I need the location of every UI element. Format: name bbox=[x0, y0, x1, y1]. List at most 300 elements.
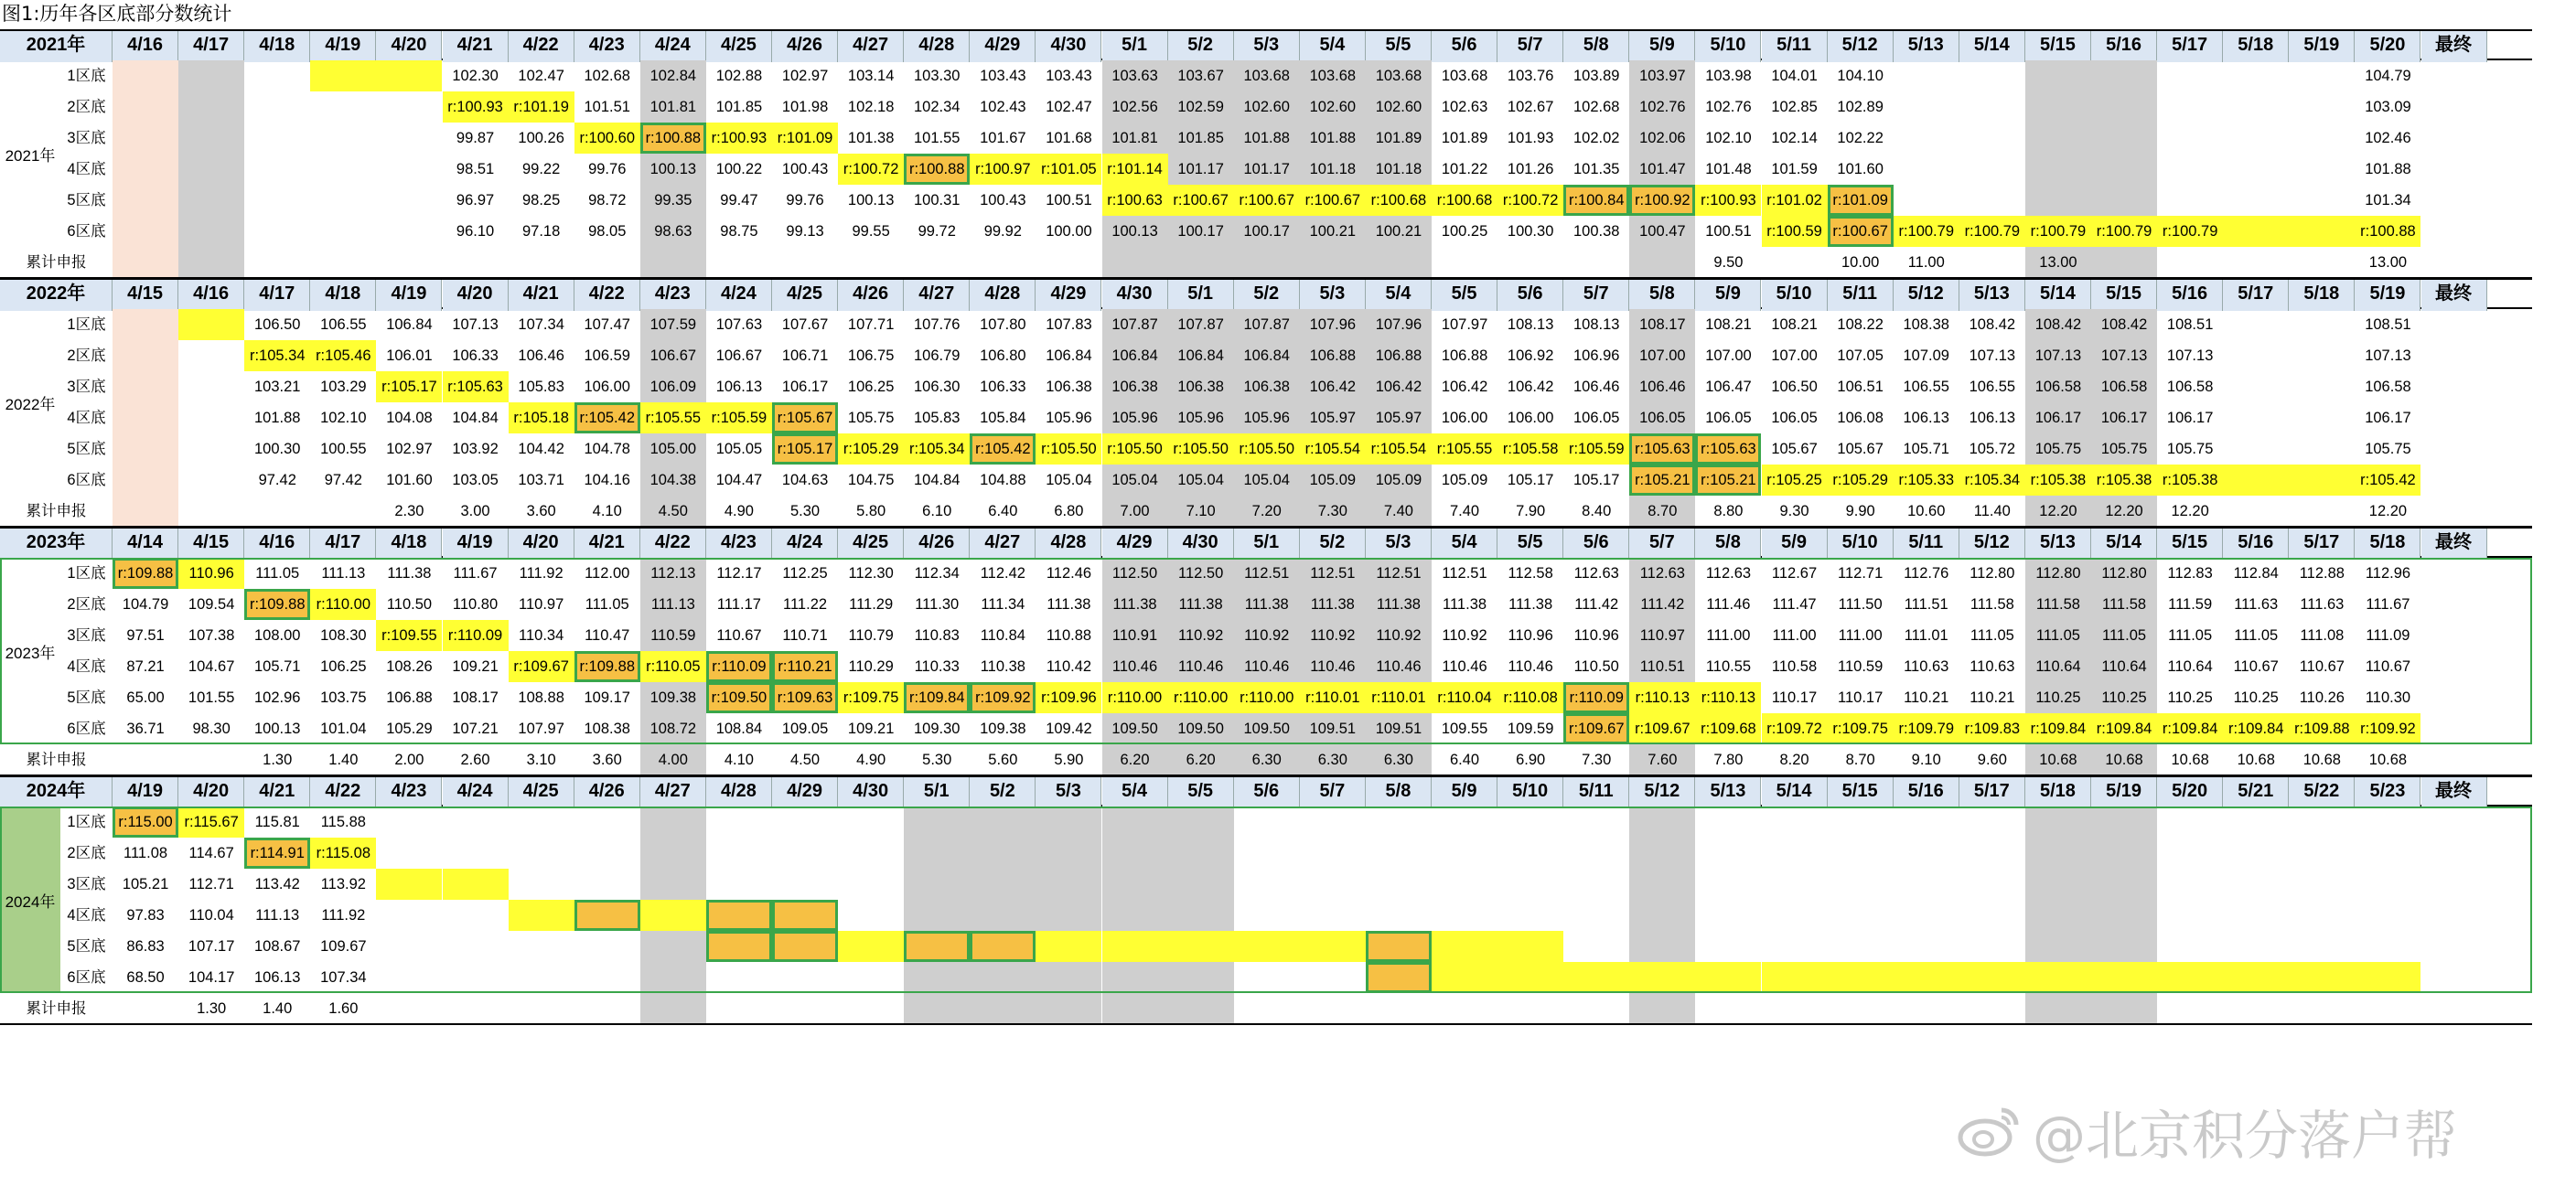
score-cell: 107.09 bbox=[1903, 347, 1949, 364]
score-cell: 105.71 bbox=[254, 658, 301, 675]
score-cell: 102.60 bbox=[1234, 91, 1300, 123]
score-cell: 9.30 bbox=[1779, 503, 1809, 519]
score-cell: 100.43 bbox=[781, 161, 829, 177]
score-cell: 112.71 bbox=[188, 876, 234, 892]
score-cell: 102.67 bbox=[1507, 99, 1554, 115]
score-cell: 12.20 bbox=[2171, 503, 2209, 519]
final-value-cell: 13.00 bbox=[2368, 254, 2408, 271]
score-cell bbox=[1629, 931, 1695, 962]
score-cell: 10.00 bbox=[1841, 254, 1880, 271]
score-cell: 109.30 bbox=[914, 721, 961, 737]
date-header: 5/13 bbox=[1959, 280, 2025, 311]
score-cell: 111.38 bbox=[1300, 589, 1366, 620]
score-cell bbox=[443, 838, 509, 869]
date-header: 5/14 bbox=[1762, 777, 1828, 808]
score-cell bbox=[1432, 993, 1497, 1024]
score-cell bbox=[178, 371, 244, 402]
score-cell: 108.88 bbox=[518, 689, 564, 706]
score-cell: 101.51 bbox=[584, 99, 630, 115]
score-cell: 107.34 bbox=[320, 969, 367, 986]
score-cell: 99.55 bbox=[852, 223, 890, 240]
score-cell: 111.59 bbox=[2168, 596, 2213, 613]
score-cell: r:105.54 bbox=[1366, 433, 1432, 465]
date-header: 5/4 bbox=[1366, 280, 1432, 311]
date-header: 4/23 bbox=[640, 280, 706, 311]
date-header: 4/27 bbox=[970, 529, 1036, 560]
score-cell: 11.40 bbox=[1973, 503, 2011, 519]
date-header: 最终 bbox=[2421, 529, 2487, 560]
score-cell: 106.46 bbox=[518, 347, 564, 364]
score-cell bbox=[1959, 807, 2025, 838]
score-cell: r:105.46 bbox=[310, 340, 376, 371]
date-header: 4/22 bbox=[509, 31, 574, 62]
score-cell bbox=[2091, 123, 2157, 154]
score-cell: 103.67 bbox=[1168, 60, 1234, 91]
score-cell: 65.00 bbox=[126, 689, 165, 706]
score-cell: 111.05 bbox=[1970, 627, 2014, 644]
score-cell: 107.76 bbox=[914, 316, 961, 333]
score-cell: 110.50 bbox=[1573, 658, 1619, 675]
score-cell: 102.56 bbox=[1102, 91, 1168, 123]
score-cell: 110.71 bbox=[782, 627, 828, 644]
score-cell: 103.68 bbox=[1366, 60, 1432, 91]
score-cell: 111.63 bbox=[2234, 596, 2279, 613]
score-cell: 102.97 bbox=[781, 68, 829, 84]
score-cell: 106.84 bbox=[1168, 340, 1234, 371]
district-row bbox=[0, 465, 2532, 496]
score-cell bbox=[2091, 931, 2157, 962]
final-value-cell: 110.67 bbox=[2365, 658, 2411, 675]
score-cell: 109.51 bbox=[1300, 713, 1366, 744]
score-cell: r:109.84 bbox=[2157, 713, 2223, 744]
score-cell bbox=[376, 216, 442, 247]
score-cell bbox=[509, 931, 574, 962]
score-cell: 106.58 bbox=[2025, 371, 2091, 402]
score-cell: r:105.50 bbox=[1234, 433, 1300, 465]
score-cell: 101.18 bbox=[1366, 154, 1432, 185]
score-cell: 110.42 bbox=[1046, 658, 1092, 675]
score-cell: 103.92 bbox=[452, 441, 499, 457]
score-cell: 97.42 bbox=[324, 472, 362, 488]
score-cell bbox=[2223, 340, 2289, 371]
score-cell: 6.20 bbox=[1168, 744, 1234, 775]
score-cell bbox=[443, 931, 509, 962]
date-header: 4/22 bbox=[640, 529, 706, 560]
date-header: 5/12 bbox=[1959, 529, 2025, 560]
score-cell bbox=[2289, 807, 2355, 838]
score-cell bbox=[376, 869, 442, 900]
score-cell: 106.80 bbox=[980, 347, 1026, 364]
district-row bbox=[0, 651, 2532, 682]
final-value-cell bbox=[2355, 962, 2420, 993]
score-cell bbox=[2025, 807, 2091, 838]
score-cell: r:110.09 bbox=[706, 651, 772, 682]
score-cell: 110.47 bbox=[585, 627, 630, 644]
score-cell: 102.88 bbox=[715, 68, 763, 84]
district-label: 3区底 bbox=[67, 627, 106, 644]
score-cell bbox=[574, 993, 640, 1024]
score-cell: 100.43 bbox=[980, 192, 1026, 208]
year-header-row bbox=[0, 29, 2532, 60]
date-header: 5/17 bbox=[2223, 280, 2289, 311]
score-cell: 106.00 bbox=[584, 379, 630, 395]
score-cell bbox=[1563, 962, 1629, 993]
score-cell: r:109.84 bbox=[2091, 713, 2157, 744]
score-cell bbox=[113, 433, 178, 465]
score-cell bbox=[772, 247, 838, 278]
date-header: 5/6 bbox=[1234, 777, 1300, 808]
score-cell bbox=[2091, 838, 2157, 869]
score-cell bbox=[1234, 900, 1300, 931]
score-cell bbox=[2091, 993, 2157, 1024]
score-cell bbox=[1234, 247, 1300, 278]
score-cell: 112.80 bbox=[2091, 558, 2157, 589]
score-cell: 99.35 bbox=[640, 185, 706, 216]
score-cell: 6.40 bbox=[988, 503, 1018, 519]
score-cell bbox=[1497, 869, 1563, 900]
score-cell: r:105.29 bbox=[1828, 465, 1894, 496]
score-cell bbox=[2223, 496, 2289, 527]
score-cell: 103.63 bbox=[1102, 60, 1168, 91]
score-cell: 107.38 bbox=[188, 627, 235, 644]
score-cell: 110.46 bbox=[1300, 651, 1366, 682]
date-header: 5/8 bbox=[1695, 529, 1761, 560]
score-cell bbox=[1497, 962, 1563, 993]
score-cell: 3.10 bbox=[526, 752, 556, 768]
score-cell: r:100.63 bbox=[1102, 185, 1168, 216]
score-cell: 101.88 bbox=[1234, 123, 1300, 154]
score-cell: 106.84 bbox=[386, 316, 433, 333]
score-cell bbox=[1894, 838, 1959, 869]
score-cell: 100.25 bbox=[1441, 223, 1488, 240]
score-cell bbox=[1497, 807, 1563, 838]
date-header: 4/26 bbox=[838, 280, 904, 311]
score-cell: 10.68 bbox=[2237, 752, 2275, 768]
score-cell: r:110.00 bbox=[1168, 682, 1234, 713]
score-cell bbox=[1894, 123, 1959, 154]
score-cell: 103.30 bbox=[914, 68, 961, 84]
district-row bbox=[0, 123, 2532, 154]
score-cell: 112.83 bbox=[2167, 565, 2213, 582]
score-cell: 105.04 bbox=[1234, 465, 1300, 496]
final-value-cell: 108.51 bbox=[2365, 316, 2411, 333]
date-header: 5/8 bbox=[1629, 280, 1695, 311]
score-cell: 110.92 bbox=[1442, 627, 1487, 644]
score-cell bbox=[1102, 807, 1168, 838]
date-header: 4/28 bbox=[904, 31, 970, 62]
date-header: 5/8 bbox=[1366, 777, 1432, 808]
score-cell: 109.42 bbox=[1046, 721, 1092, 737]
score-cell bbox=[640, 993, 706, 1024]
date-header: 5/18 bbox=[2223, 31, 2289, 62]
score-cell: 101.38 bbox=[847, 130, 895, 146]
date-header: 5/9 bbox=[1629, 31, 1695, 62]
score-cell bbox=[2157, 60, 2223, 91]
score-cell: 99.92 bbox=[983, 223, 1022, 240]
score-cell: 110.25 bbox=[2233, 689, 2279, 706]
date-header: 4/20 bbox=[376, 31, 442, 62]
date-header: 5/2 bbox=[970, 777, 1036, 808]
score-cell: 101.68 bbox=[1046, 130, 1092, 146]
date-header: 5/11 bbox=[1894, 529, 1959, 560]
score-cell bbox=[1102, 993, 1168, 1024]
district-row bbox=[0, 91, 2532, 123]
date-header: 5/20 bbox=[2355, 31, 2420, 62]
district-label: 4区底 bbox=[67, 658, 106, 675]
score-cell bbox=[2223, 931, 2289, 962]
score-cell bbox=[640, 931, 706, 962]
score-cell bbox=[1894, 91, 1959, 123]
score-cell: r:110.00 bbox=[310, 589, 376, 620]
score-cell bbox=[376, 900, 442, 931]
score-cell bbox=[113, 340, 178, 371]
score-cell: 106.17 bbox=[2166, 410, 2214, 426]
score-cell: 110.46 bbox=[1366, 651, 1432, 682]
score-cell: 111.05 bbox=[2025, 620, 2091, 651]
district-label: 3区底 bbox=[67, 379, 106, 395]
score-cell: 110.46 bbox=[1442, 658, 1487, 675]
score-cell: r:105.55 bbox=[1432, 433, 1497, 465]
score-cell: 106.55 bbox=[1969, 379, 2016, 395]
district-row bbox=[0, 869, 2532, 900]
score-cell: 111.13 bbox=[255, 907, 300, 924]
score-cell: 111.08 bbox=[2300, 627, 2345, 644]
score-cell: 101.60 bbox=[1837, 161, 1884, 177]
score-cell: 10.68 bbox=[2025, 744, 2091, 775]
score-cell: 99.76 bbox=[786, 192, 824, 208]
score-cell: 100.13 bbox=[1102, 216, 1168, 247]
date-header: 5/7 bbox=[1300, 777, 1366, 808]
score-cell: 7.90 bbox=[1516, 503, 1546, 519]
score-cell bbox=[1563, 838, 1629, 869]
score-cell bbox=[2091, 60, 2157, 91]
score-cell: 100.21 bbox=[1300, 216, 1366, 247]
score-cell: 107.87 bbox=[1102, 309, 1168, 340]
score-cell: 108.30 bbox=[320, 627, 367, 644]
score-cell: r:110.21 bbox=[772, 651, 838, 682]
score-cell: 101.04 bbox=[320, 721, 367, 737]
score-cell: 106.67 bbox=[640, 340, 706, 371]
score-cell bbox=[1828, 838, 1894, 869]
score-cell: 106.84 bbox=[1234, 340, 1300, 371]
score-cell bbox=[838, 869, 904, 900]
score-cell: 106.33 bbox=[980, 379, 1026, 395]
score-cell bbox=[1894, 993, 1959, 1024]
score-cell: r:109.68 bbox=[1695, 713, 1761, 744]
score-cell: 115.88 bbox=[320, 814, 366, 830]
date-header: 4/17 bbox=[178, 31, 244, 62]
score-cell bbox=[376, 962, 442, 993]
score-cell: r:101.09 bbox=[1828, 185, 1894, 216]
score-cell: 112.13 bbox=[640, 558, 706, 589]
score-cell bbox=[1762, 247, 1828, 278]
score-cell: 106.92 bbox=[1507, 347, 1554, 364]
date-header: 5/10 bbox=[1762, 280, 1828, 311]
score-cell: 107.83 bbox=[1046, 316, 1092, 333]
score-cell: r:105.63 bbox=[1629, 433, 1695, 465]
score-cell: 7.30 bbox=[1582, 752, 1612, 768]
score-cell: 101.60 bbox=[386, 472, 433, 488]
score-cell: 110.67 bbox=[2233, 658, 2279, 675]
score-cell: 3.60 bbox=[592, 752, 622, 768]
score-cell bbox=[113, 496, 178, 527]
score-cell: 109.21 bbox=[847, 721, 895, 737]
score-cell bbox=[1894, 931, 1959, 962]
final-value-cell bbox=[2355, 993, 2420, 1024]
date-header: 4/20 bbox=[509, 529, 574, 560]
date-header: 4/15 bbox=[113, 280, 178, 311]
score-cell: 105.71 bbox=[1903, 441, 1949, 457]
score-cell bbox=[1629, 900, 1695, 931]
date-header: 5/15 bbox=[2091, 280, 2157, 311]
score-cell bbox=[574, 807, 640, 838]
date-header: 5/5 bbox=[1168, 777, 1234, 808]
district-label: 5区底 bbox=[67, 192, 106, 208]
score-cell: r:115.00 bbox=[113, 807, 178, 838]
score-cell: 102.22 bbox=[1837, 130, 1884, 146]
score-cell: 109.50 bbox=[1168, 713, 1234, 744]
score-cell: 107.96 bbox=[1366, 309, 1432, 340]
cumulative-row bbox=[0, 744, 2532, 775]
score-cell: 1.40 bbox=[328, 752, 359, 768]
score-cell: 5.90 bbox=[1054, 752, 1084, 768]
score-cell: 105.09 bbox=[1441, 472, 1488, 488]
year-header-row bbox=[0, 775, 2532, 807]
score-cell bbox=[113, 91, 178, 123]
score-cell: 68.50 bbox=[126, 969, 165, 986]
score-cell: r:109.55 bbox=[376, 620, 442, 651]
score-cell: 103.71 bbox=[518, 472, 564, 488]
score-cell: 101.22 bbox=[1441, 161, 1488, 177]
score-cell: r:105.54 bbox=[1300, 433, 1366, 465]
score-cell bbox=[1300, 900, 1366, 931]
score-cell bbox=[1828, 807, 1894, 838]
score-cell bbox=[244, 91, 310, 123]
score-cell: 102.14 bbox=[1771, 130, 1818, 146]
score-cell bbox=[1366, 962, 1432, 993]
score-cell: r:101.05 bbox=[1036, 154, 1101, 185]
score-cell bbox=[1762, 993, 1828, 1024]
score-cell: 109.50 bbox=[1102, 713, 1168, 744]
score-cell: 97.18 bbox=[521, 223, 561, 240]
district-row bbox=[0, 931, 2532, 962]
district-label: 6区底 bbox=[67, 472, 106, 488]
score-cell: 5.30 bbox=[922, 752, 952, 768]
score-cell bbox=[904, 247, 970, 278]
score-cell bbox=[2025, 931, 2091, 962]
date-header: 5/11 bbox=[1563, 777, 1629, 808]
date-header: 4/29 bbox=[970, 31, 1036, 62]
score-cell: r:100.79 bbox=[2025, 216, 2091, 247]
score-cell: 100.17 bbox=[1234, 216, 1300, 247]
score-cell: 102.89 bbox=[1837, 99, 1884, 115]
score-cell: r:109.67 bbox=[1629, 713, 1695, 744]
score-cell: 7.40 bbox=[1449, 503, 1480, 519]
score-cell: 1.30 bbox=[263, 752, 293, 768]
score-cell bbox=[970, 962, 1036, 993]
final-value-cell: 105.75 bbox=[2365, 441, 2411, 457]
score-cell: 104.01 bbox=[1771, 68, 1818, 84]
score-cell: 112.80 bbox=[1970, 565, 2015, 582]
score-cell bbox=[1894, 807, 1959, 838]
score-cell bbox=[1300, 962, 1366, 993]
score-cell bbox=[1629, 962, 1695, 993]
score-cell bbox=[178, 60, 244, 91]
score-cell: 102.02 bbox=[1573, 130, 1620, 146]
score-cell: r:105.55 bbox=[640, 402, 706, 433]
score-cell bbox=[2223, 91, 2289, 123]
score-cell bbox=[113, 465, 178, 496]
score-cell: 110.64 bbox=[2091, 651, 2157, 682]
score-cell: 86.83 bbox=[126, 938, 165, 955]
score-cell: 103.43 bbox=[1046, 68, 1092, 84]
date-header: 4/20 bbox=[178, 777, 244, 808]
score-cell: 102.10 bbox=[1705, 130, 1752, 146]
score-cell: 104.84 bbox=[914, 472, 961, 488]
score-cell: 107.00 bbox=[1629, 340, 1695, 371]
score-cell bbox=[113, 185, 178, 216]
score-cell: 109.50 bbox=[1234, 713, 1300, 744]
score-cell bbox=[2025, 60, 2091, 91]
score-cell: 108.84 bbox=[715, 721, 763, 737]
score-cell bbox=[1695, 931, 1761, 962]
score-cell bbox=[2157, 185, 2223, 216]
score-cell: r:100.93 bbox=[1695, 185, 1761, 216]
score-cell: 5.30 bbox=[789, 503, 821, 519]
score-cell: 102.97 bbox=[386, 441, 433, 457]
score-cell: 105.96 bbox=[1234, 402, 1300, 433]
score-cell bbox=[574, 931, 640, 962]
score-cell bbox=[838, 962, 904, 993]
score-cell: 106.01 bbox=[386, 347, 433, 364]
date-header: 4/23 bbox=[706, 529, 772, 560]
score-cell: 112.25 bbox=[782, 565, 828, 582]
district-row bbox=[0, 589, 2532, 620]
date-header: 5/5 bbox=[1497, 529, 1563, 560]
score-cell: r:105.50 bbox=[1168, 433, 1234, 465]
score-cell: 105.83 bbox=[914, 410, 961, 426]
score-cell: 111.08 bbox=[123, 845, 168, 861]
year-row-label: 2021年 bbox=[5, 146, 56, 165]
score-cell: 110.46 bbox=[1234, 651, 1300, 682]
score-cell bbox=[310, 154, 376, 185]
score-cell: 109.67 bbox=[320, 938, 367, 955]
score-cell: 110.96 bbox=[178, 558, 244, 589]
score-cell: 103.43 bbox=[980, 68, 1026, 84]
score-cell: r:110.09 bbox=[1563, 682, 1629, 713]
score-cell bbox=[1102, 247, 1168, 278]
date-header: 5/2 bbox=[1168, 31, 1234, 62]
score-cell bbox=[904, 962, 970, 993]
score-cell: 106.50 bbox=[254, 316, 301, 333]
district-label: 1区底 bbox=[67, 316, 106, 333]
score-cell: 102.18 bbox=[847, 99, 895, 115]
score-cell: 108.22 bbox=[1837, 316, 1884, 333]
score-cell bbox=[2091, 869, 2157, 900]
date-header: 4/28 bbox=[1036, 529, 1101, 560]
score-cell bbox=[1036, 931, 1101, 962]
score-cell: 9.50 bbox=[1713, 254, 1744, 271]
district-label: 2区底 bbox=[67, 99, 106, 115]
score-cell bbox=[1102, 900, 1168, 931]
date-header: 4/16 bbox=[244, 529, 310, 560]
score-cell: 112.71 bbox=[1838, 565, 1884, 582]
score-cell bbox=[376, 993, 442, 1024]
score-cell: r:100.97 bbox=[970, 154, 1036, 185]
score-cell: r:105.18 bbox=[509, 402, 574, 433]
date-header: 4/15 bbox=[178, 529, 244, 560]
district-label: 6区底 bbox=[67, 969, 106, 986]
